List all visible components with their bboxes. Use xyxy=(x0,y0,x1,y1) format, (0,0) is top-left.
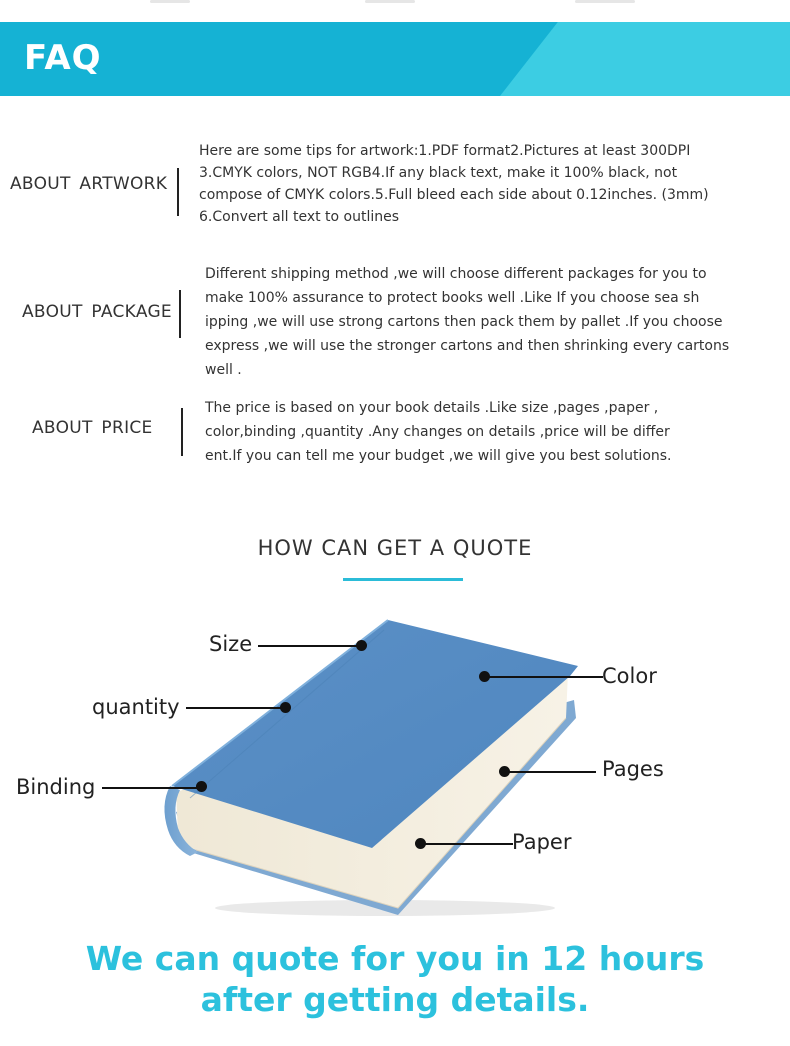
faq-text-package xyxy=(205,262,729,382)
faq-text-line: color,binding ,quantity .Any changes on details ,price will be differ xyxy=(205,424,670,440)
faq-item-package xyxy=(0,262,790,382)
callout-color-line xyxy=(485,676,603,678)
faq-divider-price xyxy=(181,408,183,456)
faq-text-line: well . xyxy=(205,362,242,378)
faq-text-price xyxy=(205,396,672,468)
faq-text-line: Here are some tips for artwork:1.PDF format2.Pictures at least 300DPI xyxy=(199,143,691,159)
callout-binding-line xyxy=(102,787,202,789)
callout-pages: Pages xyxy=(602,757,664,781)
faq-label-price: ABOUT PRICE xyxy=(32,418,153,438)
faq-item-price xyxy=(0,396,790,471)
faq-text-line: make 100% assurance to protect books well .Like If you choose sea sh xyxy=(205,290,700,306)
top-edge-hint xyxy=(0,0,790,8)
callout-quantity-dot xyxy=(280,702,291,713)
faq-text-artwork xyxy=(199,140,709,228)
quote-time-line-2: after getting details. xyxy=(200,980,590,1019)
faq-divider-artwork xyxy=(177,168,179,216)
quote-heading: HOW CAN GET A QUOTE xyxy=(257,536,533,560)
callout-color: Color xyxy=(602,664,657,688)
callout-size: Size xyxy=(209,632,253,656)
callout-paper-line xyxy=(421,843,513,845)
book-diagram xyxy=(0,600,790,930)
faq-label-artwork: ABOUT ARTWORK xyxy=(10,174,168,194)
faq-text-line: compose of CMYK colors.5.Full bleed each side about 0.12inches. (3mm) xyxy=(199,187,709,203)
callout-quantity: quantity xyxy=(92,695,180,719)
faq-banner-accent xyxy=(500,22,790,96)
faq-item-artwork xyxy=(0,140,790,230)
faq-text-line: ent.If you can tell me your budget ,we will give you best solutions. xyxy=(205,448,672,464)
faq-text-line: 6.Convert all text to outlines xyxy=(199,209,400,225)
faq-divider-package xyxy=(179,290,181,338)
faq-banner xyxy=(0,22,790,96)
callout-paper: Paper xyxy=(512,830,572,854)
faq-text-line: The price is based on your book details .Like size ,pages ,paper , xyxy=(205,400,659,416)
callout-size-line xyxy=(258,645,362,647)
callout-size-dot xyxy=(356,640,367,651)
quote-time-message xyxy=(0,938,790,1020)
faq-label-package: ABOUT PACKAGE xyxy=(22,302,172,322)
callout-quantity-line xyxy=(186,707,286,709)
faq-text-line: 3.CMYK colors, NOT RGB4.If any black text, make it 100% black, not xyxy=(199,165,678,181)
faq-title: FAQ xyxy=(24,38,102,78)
callout-binding-dot xyxy=(196,781,207,792)
callout-binding: Binding xyxy=(16,775,96,799)
callout-pages-line xyxy=(505,771,596,773)
quote-time-line-1: We can quote for you in 12 hours xyxy=(85,939,705,978)
book-illustration xyxy=(0,600,790,930)
faq-text-line: express ,we will use the stronger cartons and then shrinking every cartons xyxy=(205,338,730,354)
faq-text-line: ipping ,we will use strong cartons then pack them by pallet .If you choose xyxy=(205,314,723,330)
faq-text-line: Different shipping method ,we will choose different packages for you to xyxy=(205,266,707,282)
quote-heading-underline xyxy=(343,578,463,581)
